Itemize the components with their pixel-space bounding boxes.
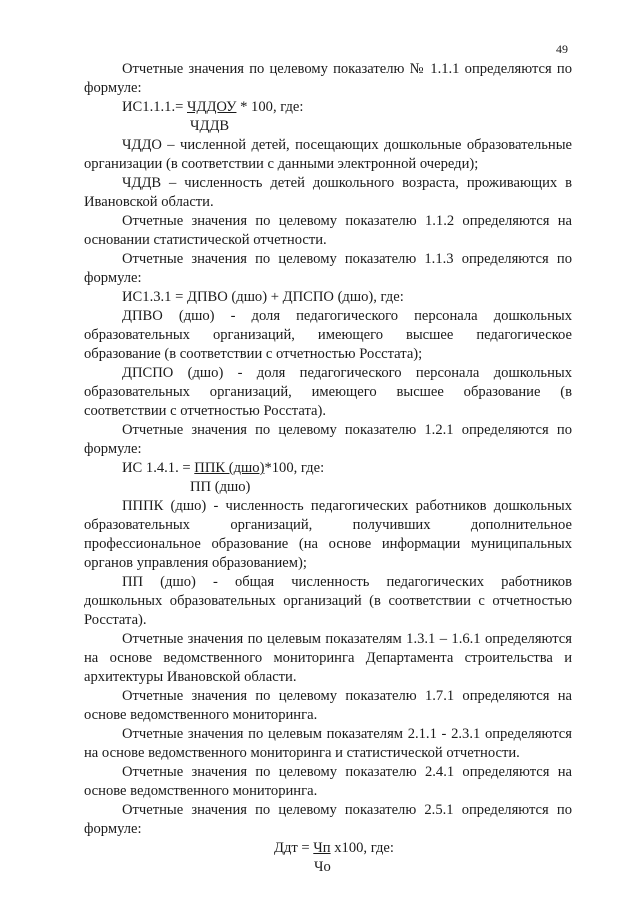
- formula-4-denominator: Чо: [314, 859, 331, 875]
- paragraph-2: ЧДДО – численной детей, посещающих дошкольные образовательные организации (в соответствии с данными электронной очереди);: [84, 137, 572, 172]
- formula-4-numerator: Чп: [313, 840, 331, 856]
- formula-3: [84, 459, 572, 478]
- formula-3-prefix: ИС 1.4.1. =: [122, 460, 195, 476]
- paragraph-10: ПП (дшо) - общая численность педагогических работников дошкольных образовательных организаций (в соответствии с отчетностью Росстата).: [84, 574, 572, 628]
- paragraph-15: Отчетные значения по целевому показателю 2.5.1 определяются по формуле:: [84, 802, 572, 837]
- paragraph-5: Отчетные значения по целевому показателю 1.1.3 определяются по формуле:: [84, 251, 572, 286]
- formula-3-suffix: *100, где:: [264, 460, 325, 476]
- page-body: [84, 60, 572, 877]
- paragraph-3: ЧДДВ – численность детей дошкольного возраста, проживающих в Ивановской области.: [84, 175, 572, 210]
- formula-3-denominator: ПП (дшо): [190, 479, 251, 495]
- paragraph-7: ДПСПО (дшо) - доля педагогического персонала дошкольных образовательных организаций, имеющего высшее образование (в соответствии с отчетностью Росстата).: [84, 365, 572, 419]
- paragraph-9: ПППК (дшо) - численность педагогических работников дошкольных образовательных организаций, получивших дополнительное профессиональное образование (на основе информации муниципальных органов управления образованием);: [84, 498, 572, 571]
- paragraph-14: Отчетные значения по целевому показателю 2.4.1 определяются на основе ведомственного мониторинга.: [84, 764, 572, 799]
- formula-4-suffix: x100, где:: [330, 840, 394, 856]
- paragraph-1: Отчетные значения по целевому показателю № 1.1.1 определяются по формуле:: [84, 61, 572, 96]
- formula-1-denominator: ЧДДВ: [190, 118, 230, 134]
- formula-4: [84, 839, 572, 858]
- formula-4-prefix: Ддт =: [274, 840, 314, 856]
- page-number: 49: [556, 42, 568, 56]
- formula-1-suffix: * 100, где:: [236, 99, 304, 115]
- paragraph-11: Отчетные значения по целевым показателям 1.3.1 – 1.6.1 определяются на основе ведомственного мониторинга Департамента строительства и архитектуры Ивановской области.: [84, 631, 572, 685]
- formula-1-numerator: ЧДДОУ: [187, 99, 237, 115]
- formula-1: [84, 98, 572, 117]
- paragraph-13: Отчетные значения по целевым показателям 2.1.1 - 2.3.1 определяются на основе ведомственного мониторинга и статистической отчетности.: [84, 726, 572, 761]
- paragraph-4: Отчетные значения по целевому показателю 1.1.2 определяются на основании статистической отчетности.: [84, 213, 572, 248]
- paragraph-8: Отчетные значения по целевому показателю 1.2.1 определяются по формуле:: [84, 422, 572, 457]
- paragraph-12: Отчетные значения по целевому показателю 1.7.1 определяются на основе ведомственного мониторинга.: [84, 688, 572, 723]
- formula-3-numerator: ППК (дшо): [194, 460, 265, 476]
- formula-2: ИС1.3.1 = ДПВО (дшо) + ДПСПО (дшо), где:: [122, 289, 404, 305]
- formula-1-prefix: ИС1.1.1.=: [122, 99, 187, 115]
- paragraph-6: ДПВО (дшо) - доля педагогического персонала дошкольных образовательных организаций, имеющего высшее педагогическое образование (в соответствии с отчетностью Росстата);: [84, 308, 572, 362]
